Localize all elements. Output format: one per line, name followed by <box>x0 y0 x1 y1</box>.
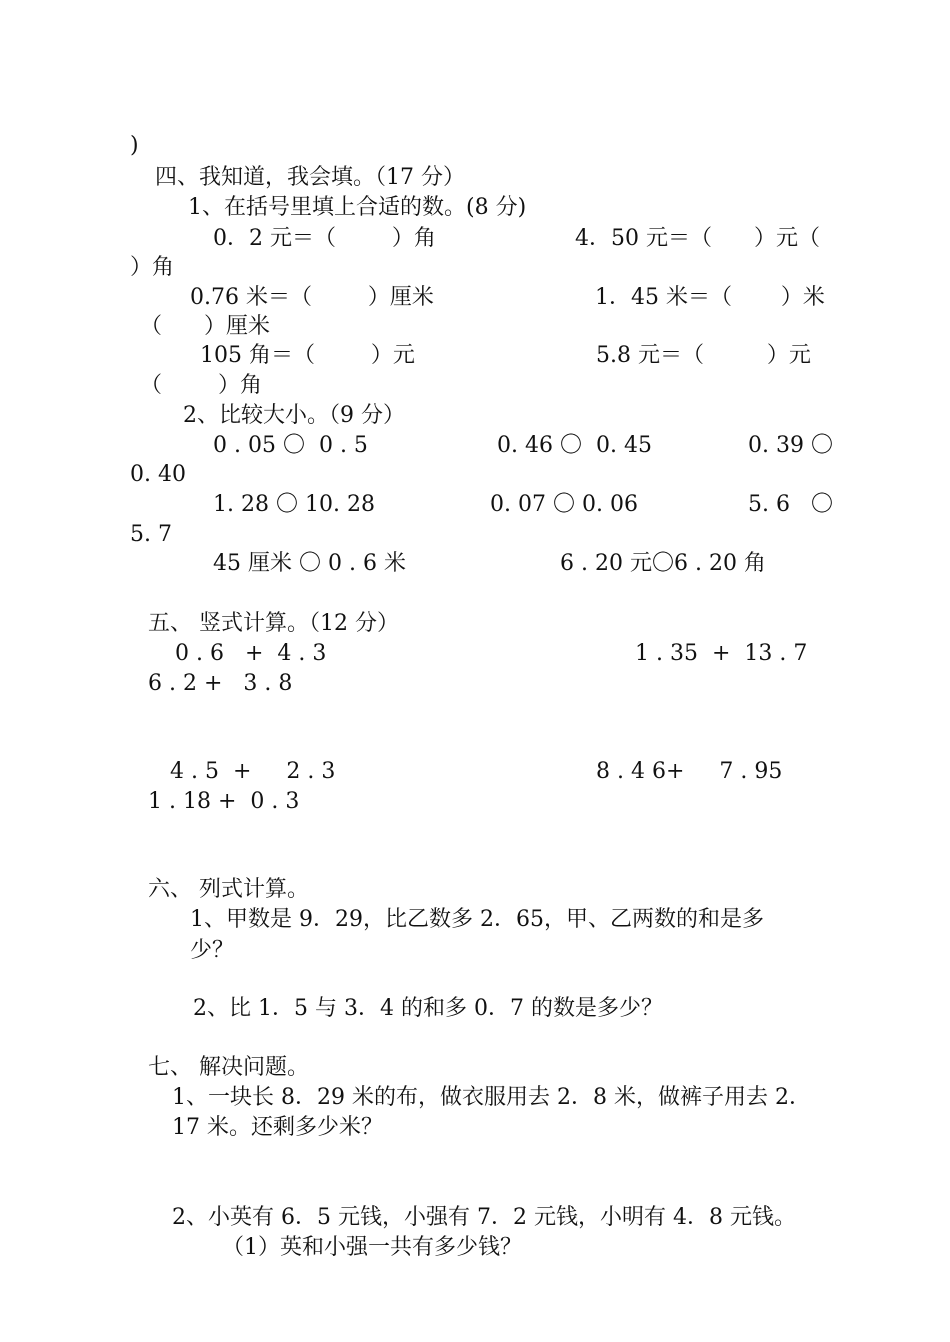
section-four-heading: 四、我知道，我会填。（17 分） <box>155 165 465 190</box>
question-4-2: 2、比较大小。（9 分） <box>183 403 405 428</box>
vertical-calc-5: 8 . 4 6+ 7 . 95 <box>596 759 783 784</box>
fill-yuan-jiao-3-cont: （ ）角 <box>140 373 262 398</box>
section-six-heading: 六、 列式计算。 <box>148 877 309 902</box>
question-7-2-part-1: （1）英和小强一共有多少钱？ <box>222 1235 522 1260</box>
question-7-1-cont: 17 米。还剩多少米？ <box>172 1115 383 1140</box>
compare-8: 6 . 20 元〇6 . 20 角 <box>560 551 766 576</box>
compare-3-cont: 0. 40 <box>130 462 186 487</box>
compare-1: 0 . 05 〇 0 . 5 <box>213 433 368 458</box>
vertical-calc-2: 1 . 35 + 13 . 7 <box>635 641 808 666</box>
fill-meter-cm-2-cont: （ ）厘米 <box>140 314 270 339</box>
compare-2: 0. 46 〇 0. 45 <box>497 433 652 458</box>
section-seven-heading: 七、 解决问题。 <box>148 1055 309 1080</box>
question-4-1: 1、在括号里填上合适的数。(8 分) <box>188 195 527 220</box>
section-five-heading: 五、 竖式计算。（12 分） <box>148 611 399 636</box>
question-6-2: 2、比 1．5 与 3．4 的和多 0．7 的数是多少？ <box>193 996 663 1021</box>
compare-6: 5. 6 〇 <box>748 492 833 517</box>
question-7-2: 2、小英有 6．5 元钱，小强有 7．2 元钱，小明有 4．8 元钱。 <box>172 1205 796 1230</box>
compare-7: 45 厘米 〇 0 . 6 米 <box>213 551 406 576</box>
compare-3: 0. 39 〇 <box>748 433 833 458</box>
fill-yuan-jiao-2-cont: ）角 <box>130 255 175 280</box>
vertical-calc-4: 4 . 5 + 2 . 3 <box>170 759 336 784</box>
fill-meter-cm-1: 0.76 米＝（ ）厘米 <box>190 285 434 310</box>
closing-paren: ) <box>130 133 139 158</box>
fill-jiao-yuan-1: 105 角＝（ ）元 <box>200 343 415 368</box>
compare-5: 0. 07 〇 0. 06 <box>490 492 638 517</box>
question-7-1: 1、一块长 8．29 米的布，做衣服用去 2．8 米，做裤子用去 2． <box>172 1085 811 1110</box>
question-6-1-cont: 少？ <box>190 938 235 963</box>
question-6-1: 1、甲数是 9．29，比乙数多 2．65，甲、乙两数的和是多 <box>190 907 764 932</box>
fill-meter-cm-2: 1．45 米＝（ ）米 <box>595 285 825 310</box>
compare-4: 1. 28 〇 10. 28 <box>213 492 375 517</box>
fill-yuan-jiao-3: 5.8 元＝（ ）元 <box>596 343 811 368</box>
compare-6-cont: 5. 7 <box>130 522 172 547</box>
fill-yuan-jiao-1: 0．2 元＝（ ）角 <box>213 226 436 251</box>
vertical-calc-3: 6 . 2 + 3 . 8 <box>148 671 293 696</box>
vertical-calc-1: 0 . 6 + 4 . 3 <box>175 641 327 666</box>
vertical-calc-6: 1 . 18 + 0 . 3 <box>148 789 300 814</box>
fill-yuan-jiao-2: 4．50 元＝（ ）元（ <box>575 226 820 251</box>
